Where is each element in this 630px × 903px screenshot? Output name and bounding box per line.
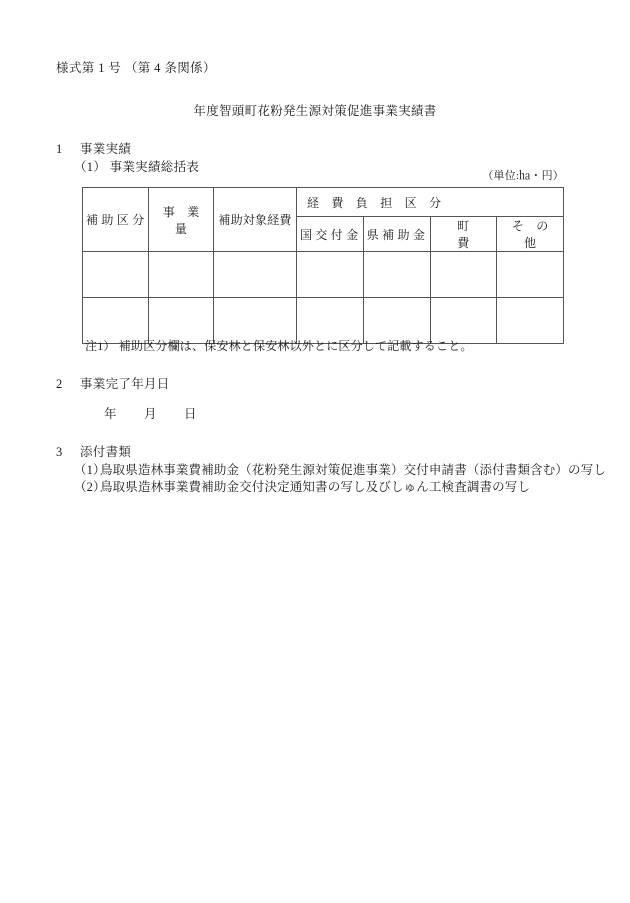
header-cho-hi: [430, 217, 507, 252]
document-title: 年度智頭町花粉発生源対策促進事業実績書: [193, 104, 437, 118]
attachment-item-2-text: 鳥取県造林事業費補助金交付決定通知書の写し及びしゅん工検査調書の写し: [100, 480, 531, 494]
cell-kokkofukin[interactable]: [297, 252, 364, 298]
header-hojo-kubun: [83, 188, 149, 252]
summary-table-container: [82, 187, 563, 344]
form-number: 様式第 1 号 （第 4 条関係）: [56, 61, 216, 75]
header-kokkofukin: [297, 217, 364, 252]
cell-hojo-kubun[interactable]: [83, 252, 149, 298]
attachment-item-1-text: 鳥取県造林事業費補助金（花粉発生源対策促進事業）交付申請書（添付書類含む）の写し: [100, 463, 607, 477]
attachment-item-1-index: （1）: [74, 463, 106, 477]
table-note: 注1） 補助区分欄は、保安林と保安林以外とに区分して記載すること。: [85, 339, 473, 353]
cell-cho-hi[interactable]: [430, 252, 497, 298]
cell-sonota[interactable]: [497, 252, 564, 298]
section-1-heading: [56, 139, 131, 157]
header-sonota: [497, 217, 564, 252]
section-1-number: 1: [56, 142, 63, 156]
section-3-heading: [56, 442, 131, 460]
header-hojo-taisho-keihi-label: 補助対象経費: [218, 213, 292, 227]
header-hojo-kubun-label: 補 助 区 分: [86, 213, 145, 227]
cell-jigyo-ryo[interactable]: [149, 252, 214, 298]
completion-date-line[interactable]: [104, 404, 197, 422]
table-header-row-1: [83, 188, 564, 217]
section-3-number: 3: [56, 445, 63, 459]
header-jigyo-ryo: [149, 188, 214, 252]
section-1-label: 事業実績: [80, 142, 132, 156]
section-1-subsection: （1） 事業実績総括表: [74, 160, 200, 174]
unit-label: （単位:㏊・円）: [482, 170, 564, 182]
cell-hojo-taisho-keihi[interactable]: [214, 252, 297, 298]
header-keihi-futan-kubun: [297, 188, 564, 217]
header-cho-hi-label: 町 費: [457, 219, 507, 250]
attachment-item-2: [74, 477, 530, 495]
header-ken-hojokin-label: 県 補 助 金: [366, 227, 426, 242]
cell-ken-hojokin[interactable]: [363, 252, 430, 298]
section-2-number: 2: [56, 377, 63, 391]
header-sonota-label: そ の 他: [511, 219, 561, 250]
header-kokkofukin-label: 国 交 付 金: [300, 227, 359, 242]
section-2-heading: [56, 374, 170, 392]
section-2-label: 事業完了年月日: [80, 377, 170, 391]
date-month-label: 月: [144, 407, 157, 421]
date-day-label: 日: [184, 407, 197, 421]
attachment-item-2-index: （2）: [74, 480, 106, 494]
section-3-label: 添付書類: [80, 445, 132, 459]
cell-sonota[interactable]: [497, 298, 564, 344]
date-year-label: 年: [104, 407, 117, 421]
header-keihi-futan-kubun-label: 経 費 負 担 区 分: [307, 195, 442, 210]
summary-table: [82, 187, 564, 344]
header-ken-hojokin: [363, 217, 430, 252]
header-jigyo-ryo-label: 事 業 量: [162, 204, 212, 236]
header-hojo-taisho-keihi: [214, 188, 297, 252]
table-row: [83, 252, 564, 298]
attachment-item-1: [74, 460, 606, 478]
